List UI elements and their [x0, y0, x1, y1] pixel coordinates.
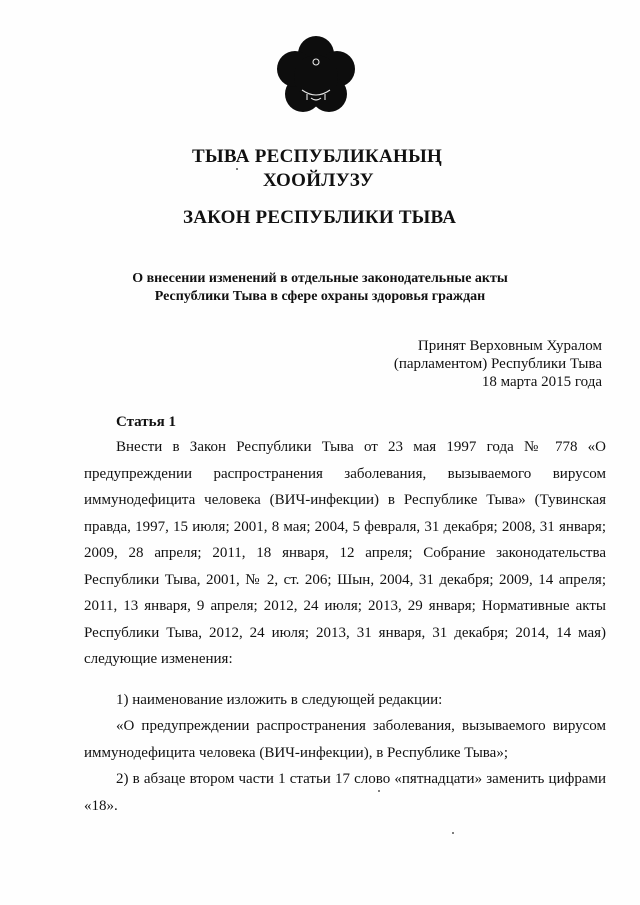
adoption-date: 18 марта 2015 года	[481, 374, 602, 390]
scan-speck	[236, 168, 238, 170]
article-main-paragraph	[84, 434, 606, 673]
tuva-emblem-icon	[271, 32, 361, 122]
law-title: ЗАКОН РЕСПУБЛИКИ ТЫВА	[183, 207, 457, 228]
subtitle-line1: О внесении изменений в отдельные законодательные акты	[132, 271, 508, 286]
scan-speck	[378, 790, 380, 792]
adoption-line2: (парламентом) Республики Тыва	[393, 356, 602, 372]
item1-quote-text: «О предупреждении распространения заболевания, вызываемого вирусом иммунодефицита человека (ВИЧ-инфекции), в Республике Тыва»;	[84, 718, 606, 761]
tuvan-title-line2: ХООЙЛУЗУ	[263, 170, 374, 191]
scan-speck	[452, 832, 454, 834]
article-title: Статья 1	[116, 414, 176, 430]
amendment-item-2	[84, 751, 606, 834]
law-subtitle	[70, 270, 570, 306]
item1-text: 1) наименование изложить в следующей редакции:	[116, 692, 443, 708]
tuvan-title-line1: ТЫВА РЕСПУБЛИКАНЫҢ	[192, 146, 443, 167]
adoption-note	[394, 337, 602, 391]
main-paragraph-text: Внести в Закон Республики Тыва от 23 мая 1997 года № 778 «О предупреждении распространения заболевания, вызываемого вирусом иммунодефицита человека (ВИЧ-инфекции) в Республике Тыва» (Тувинская правда, 1997, 15 июля; 2001, 8 мая; 2004, 5 февраля, 31 декабря; 2008, 31 января; 2009, 28 апреля; 2011, 18 января, 12 апреля; Собрание законодательства Республики Тыва, 2001, № 2, ст. 206; Шын, 2004, 31 декабря; 2009, 14 апреля; 2011, 13 января, 9 апреля; 2012, 24 июля; 2013, 29 января; Нормативные акты Республики Тыва, 2012, 24 июля; 2013, 31 января, 31 декабря; 2014, 14 мая) следующие изменения:	[84, 439, 606, 667]
item2-text: 2) в абзаце втором части 1 статьи 17 слово «пятнадцати» заменить цифрами «18».	[84, 771, 606, 814]
subtitle-line2: Республики Тыва в сфере охраны здоровья граждан	[154, 289, 486, 304]
adoption-line1: Принят Верховным Хуралом	[417, 338, 602, 354]
